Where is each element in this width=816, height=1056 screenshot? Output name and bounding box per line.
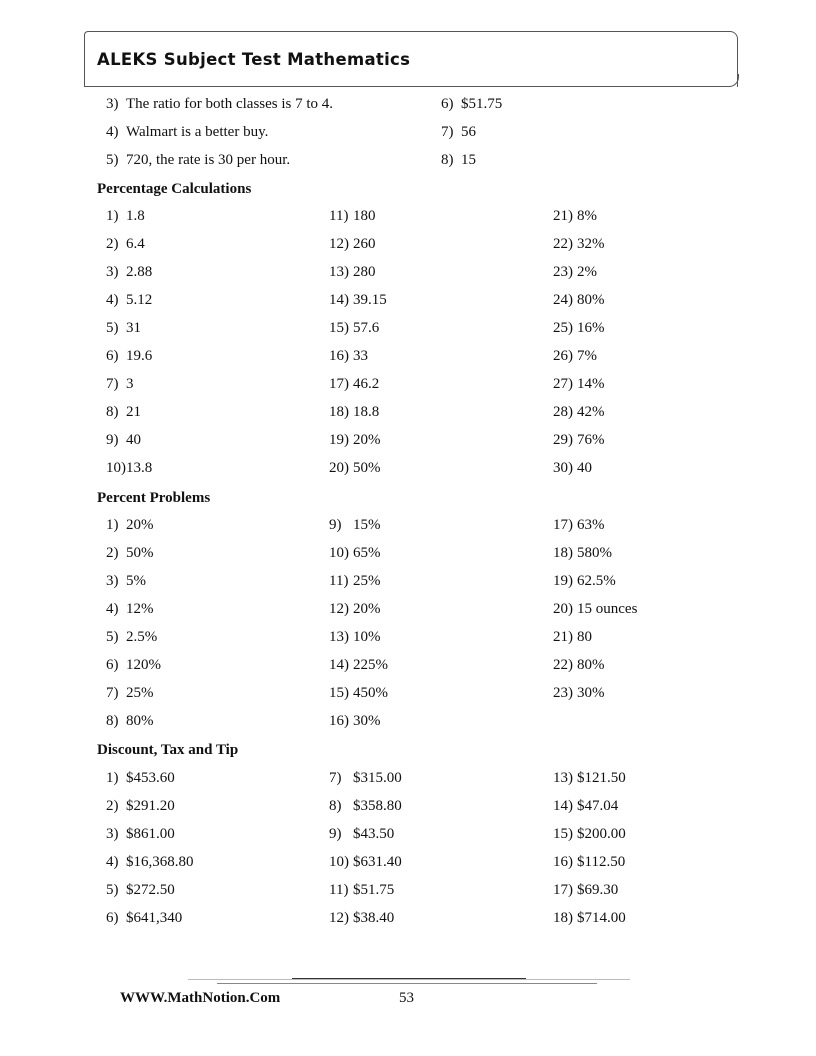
percent-problem-number: 9) bbox=[329, 517, 342, 533]
discount-tax-tip-item bbox=[553, 798, 618, 818]
percentage-calc-number: 13) bbox=[329, 264, 349, 280]
discount-tax-tip-answer: $631.40 bbox=[353, 854, 402, 870]
percentage-calc-answer: 31 bbox=[126, 320, 141, 336]
discount-tax-tip-number: 12) bbox=[329, 910, 349, 926]
percentage-calc-item bbox=[329, 348, 368, 368]
percentage-calc-item bbox=[106, 404, 141, 424]
percent-problem-answer: 25% bbox=[353, 573, 381, 589]
ratio-answer-answer: The ratio for both classes is 7 to 4. bbox=[126, 96, 334, 112]
percentage-calc-item bbox=[553, 208, 597, 228]
percent-problem-answer: 10% bbox=[353, 629, 381, 645]
percent-problem-item bbox=[329, 601, 381, 621]
percent-problem-item bbox=[106, 573, 146, 593]
percentage-calc-number: 5) bbox=[106, 320, 119, 336]
percent-problem-item bbox=[553, 685, 605, 705]
percent-problem-number: 8) bbox=[106, 713, 119, 729]
percent-problem-number: 15) bbox=[329, 685, 349, 701]
discount-tax-tip-answer: $112.50 bbox=[577, 854, 626, 870]
percentage-calc-answer: 80% bbox=[577, 292, 605, 308]
percentage-calc-answer: 5.12 bbox=[126, 292, 153, 308]
percentage-calc-item bbox=[553, 460, 592, 480]
discount-tax-tip-answer: $291.20 bbox=[126, 798, 175, 814]
discount-tax-tip-number: 6) bbox=[106, 910, 119, 926]
percentage-calc-number: 16) bbox=[329, 348, 349, 364]
percent-problem-answer: 580% bbox=[577, 545, 612, 561]
ratio-answer-number: 5) bbox=[106, 152, 119, 168]
page-title: ALEKS Subject Test Mathematics bbox=[97, 50, 411, 69]
ratio-answer-answer: 720, the rate is 30 per hour. bbox=[126, 152, 291, 168]
ratio-answer-number: 8) bbox=[441, 152, 454, 168]
percentage-calc-item bbox=[329, 460, 381, 480]
percentage-calc-answer: 20% bbox=[353, 432, 381, 448]
percentage-calc-number: 28) bbox=[553, 404, 573, 420]
discount-tax-tip-answer: $121.50 bbox=[577, 770, 626, 786]
discount-tax-tip-answer: $69.30 bbox=[577, 882, 619, 898]
discount-tax-tip-number: 15) bbox=[553, 826, 573, 842]
percentage-calc-item bbox=[553, 236, 605, 256]
discount-tax-tip-number: 2) bbox=[106, 798, 119, 814]
percent-problem-answer: 30% bbox=[577, 685, 605, 701]
percent-problem-answer: 12% bbox=[126, 601, 154, 617]
ratio-answer-item bbox=[106, 96, 333, 116]
header-underline bbox=[84, 86, 728, 87]
percent-problem-number: 2) bbox=[106, 545, 119, 561]
percentage-calc-number: 29) bbox=[553, 432, 573, 448]
percent-problem-number: 13) bbox=[329, 629, 349, 645]
percent-problem-item bbox=[329, 517, 381, 537]
percentage-calc-number: 7) bbox=[106, 376, 119, 392]
discount-tax-tip-item bbox=[329, 854, 402, 874]
percentage-calc-number: 24) bbox=[553, 292, 573, 308]
percentage-calc-number: 26) bbox=[553, 348, 573, 364]
page-number: 53 bbox=[399, 990, 414, 1006]
percentage-calc-number: 22) bbox=[553, 236, 573, 252]
percentage-calc-answer: 57.6 bbox=[353, 320, 380, 336]
discount-tax-tip-item bbox=[106, 798, 175, 818]
percent-problem-item bbox=[329, 685, 388, 705]
discount-tax-tip-item bbox=[553, 882, 618, 902]
discount-tax-tip-item bbox=[106, 826, 175, 846]
percentage-calc-item bbox=[106, 264, 152, 284]
discount-tax-tip-answer: $43.50 bbox=[353, 826, 395, 842]
percent-problem-answer: 120% bbox=[126, 657, 161, 673]
discount-tax-tip-item bbox=[329, 770, 402, 790]
discount-tax-tip-answer: $358.80 bbox=[353, 798, 402, 814]
percentage-calc-answer: 39.15 bbox=[353, 292, 387, 308]
percent-problem-item bbox=[553, 545, 612, 565]
discount-tax-tip-item bbox=[106, 854, 194, 874]
discount-tax-tip-number: 3) bbox=[106, 826, 119, 842]
ratio-answer-item bbox=[106, 152, 290, 172]
percent-problem-item bbox=[553, 629, 592, 649]
percentage-calc-item bbox=[329, 432, 381, 452]
percentage-calc-number: 23) bbox=[553, 264, 573, 280]
percentage-calc-number: 6) bbox=[106, 348, 119, 364]
percentage-calc-answer: 42% bbox=[577, 404, 605, 420]
percent-problem-answer: 20% bbox=[126, 517, 154, 533]
percent-problem-number: 21) bbox=[553, 629, 573, 645]
percentage-calc-number: 30) bbox=[553, 460, 573, 476]
percent-problem-answer: 225% bbox=[353, 657, 388, 673]
percentage-calc-number: 8) bbox=[106, 404, 119, 420]
percent-problem-number: 14) bbox=[329, 657, 349, 673]
discount-tax-tip-item bbox=[106, 882, 175, 902]
percent-problem-item bbox=[106, 685, 154, 705]
percentage-calc-answer: 32% bbox=[577, 236, 605, 252]
percentage-calc-answer: 16% bbox=[577, 320, 605, 336]
percentage-calc-answer: 50% bbox=[353, 460, 381, 476]
percentage-calc-item bbox=[329, 320, 379, 340]
percent-problem-number: 12) bbox=[329, 601, 349, 617]
percent-problem-item bbox=[106, 629, 157, 649]
percentage-calc-answer: 40 bbox=[577, 460, 592, 476]
percent-problem-item bbox=[329, 657, 388, 677]
footer-website: WWW.MathNotion.Com bbox=[120, 990, 281, 1006]
percentage-calc-answer: 40 bbox=[126, 432, 141, 448]
percent-problem-item bbox=[553, 657, 605, 677]
percentage-calc-item bbox=[553, 320, 605, 340]
percentage-calc-item bbox=[106, 236, 145, 256]
discount-tax-tip-answer: $38.40 bbox=[353, 910, 395, 926]
discount-tax-tip-number: 18) bbox=[553, 910, 573, 926]
percentage-calc-answer: 46.2 bbox=[353, 376, 380, 392]
section-title-percentage-calculations: Percentage Calculations bbox=[97, 181, 252, 197]
ratio-answer-item bbox=[441, 152, 476, 172]
ratio-answer-answer: 56 bbox=[461, 124, 476, 140]
percentage-calc-item bbox=[553, 292, 605, 312]
percentage-calc-number: 27) bbox=[553, 376, 573, 392]
percentage-calc-item bbox=[329, 376, 379, 396]
percent-problem-answer: 450% bbox=[353, 685, 388, 701]
ratio-answer-item bbox=[441, 124, 476, 144]
percent-problem-number: 5) bbox=[106, 629, 119, 645]
discount-tax-tip-number: 10) bbox=[329, 854, 349, 870]
percentage-calc-number: 25) bbox=[553, 320, 573, 336]
discount-tax-tip-number: 1) bbox=[106, 770, 119, 786]
percent-problem-item bbox=[553, 573, 616, 593]
percentage-calc-answer: 2.88 bbox=[126, 264, 153, 280]
discount-tax-tip-answer: $453.60 bbox=[126, 770, 175, 786]
percentage-calc-item bbox=[553, 376, 605, 396]
percentage-calc-item bbox=[329, 208, 376, 228]
percent-problem-item bbox=[329, 545, 381, 565]
discount-tax-tip-number: 7) bbox=[329, 770, 342, 786]
percentage-calc-number: 1) bbox=[106, 208, 119, 224]
ratio-answer-number: 3) bbox=[106, 96, 119, 112]
discount-tax-tip-item bbox=[329, 910, 394, 930]
percent-problem-answer: 30% bbox=[353, 713, 381, 729]
percent-problem-number: 19) bbox=[553, 573, 573, 589]
ratio-answer-number: 7) bbox=[441, 124, 454, 140]
percentage-calc-item bbox=[106, 348, 152, 368]
percent-problem-answer: 15% bbox=[353, 517, 381, 533]
percentage-calc-item bbox=[329, 236, 376, 256]
percent-problem-number: 7) bbox=[106, 685, 119, 701]
percentage-calc-number: 21) bbox=[553, 208, 573, 224]
percentage-calc-item bbox=[553, 264, 597, 284]
discount-tax-tip-item bbox=[553, 826, 626, 846]
discount-tax-tip-item bbox=[106, 910, 182, 930]
percentage-calc-answer: 1.8 bbox=[126, 208, 145, 224]
percent-problem-answer: 65% bbox=[353, 545, 381, 561]
percentage-calc-number: 3) bbox=[106, 264, 119, 280]
percentage-calc-number: 4) bbox=[106, 292, 119, 308]
percent-problem-answer: 2.5% bbox=[126, 629, 158, 645]
section-title-percent-problems: Percent Problems bbox=[97, 490, 211, 506]
discount-tax-tip-answer: $861.00 bbox=[126, 826, 175, 842]
percent-problem-answer: 5% bbox=[126, 573, 146, 589]
percentage-calc-number: 2) bbox=[106, 236, 119, 252]
percentage-calc-answer: 13.8 bbox=[126, 460, 153, 476]
percentage-calc-number: 19) bbox=[329, 432, 349, 448]
percentage-calc-number: 11) bbox=[329, 208, 349, 224]
ratio-answer-answer: $51.75 bbox=[461, 96, 503, 112]
discount-tax-tip-answer: $315.00 bbox=[353, 770, 402, 786]
percentage-calc-answer: 260 bbox=[353, 236, 376, 252]
percentage-calc-item bbox=[329, 404, 379, 424]
discount-tax-tip-item bbox=[553, 854, 625, 874]
discount-tax-tip-item bbox=[553, 770, 626, 790]
percent-problem-answer: 62.5% bbox=[577, 573, 616, 589]
ratio-answer-item bbox=[441, 96, 502, 116]
ratio-answer-answer: Walmart is a better buy. bbox=[126, 124, 269, 140]
discount-tax-tip-number: 13) bbox=[553, 770, 573, 786]
percent-problem-item bbox=[329, 713, 381, 733]
footer-rule bbox=[188, 979, 630, 980]
discount-tax-tip-number: 8) bbox=[329, 798, 342, 814]
discount-tax-tip-answer: $47.04 bbox=[577, 798, 619, 814]
discount-tax-tip-number: 5) bbox=[106, 882, 119, 898]
percentage-calc-number: 14) bbox=[329, 292, 349, 308]
percent-problem-number: 22) bbox=[553, 657, 573, 673]
percentage-calc-item bbox=[106, 460, 152, 480]
discount-tax-tip-answer: $272.50 bbox=[126, 882, 175, 898]
percentage-calc-number: 9) bbox=[106, 432, 119, 448]
percent-problem-number: 4) bbox=[106, 601, 119, 617]
percentage-calc-item bbox=[106, 320, 141, 340]
percent-problem-answer: 50% bbox=[126, 545, 154, 561]
ratio-answer-number: 4) bbox=[106, 124, 119, 140]
percentage-calc-item bbox=[329, 264, 376, 284]
percent-problem-answer: 80% bbox=[126, 713, 154, 729]
percentage-calc-number: 12) bbox=[329, 236, 349, 252]
discount-tax-tip-answer: $641,340 bbox=[126, 910, 183, 926]
discount-tax-tip-number: 9) bbox=[329, 826, 342, 842]
percentage-calc-answer: 76% bbox=[577, 432, 605, 448]
percentage-calc-number: 17) bbox=[329, 376, 349, 392]
percent-problem-number: 20) bbox=[553, 601, 573, 617]
percent-problem-item bbox=[106, 657, 161, 677]
percentage-calc-number: 15) bbox=[329, 320, 349, 336]
percentage-calc-answer: 280 bbox=[353, 264, 376, 280]
percent-problem-answer: 63% bbox=[577, 517, 605, 533]
percentage-calc-answer: 8% bbox=[577, 208, 597, 224]
discount-tax-tip-item bbox=[106, 770, 175, 790]
percentage-calc-number: 10) bbox=[106, 460, 126, 476]
percent-problem-number: 16) bbox=[329, 713, 349, 729]
percent-problem-number: 17) bbox=[553, 517, 573, 533]
discount-tax-tip-answer: $16,368.80 bbox=[126, 854, 194, 870]
percent-problem-answer: 25% bbox=[126, 685, 154, 701]
percentage-calc-answer: 14% bbox=[577, 376, 605, 392]
percent-problem-answer: 15 ounces bbox=[577, 601, 638, 617]
section-title-discount-tax-tip: Discount, Tax and Tip bbox=[97, 742, 239, 758]
percentage-calc-answer: 18.8 bbox=[353, 404, 380, 420]
percent-problem-item bbox=[329, 573, 381, 593]
percent-problem-answer: 20% bbox=[353, 601, 381, 617]
percent-problem-item bbox=[553, 601, 637, 621]
percentage-calc-answer: 7% bbox=[577, 348, 597, 364]
percent-problem-item bbox=[329, 629, 381, 649]
percent-problem-number: 11) bbox=[329, 573, 349, 589]
discount-tax-tip-answer: $51.75 bbox=[353, 882, 395, 898]
percent-problem-number: 10) bbox=[329, 545, 349, 561]
discount-tax-tip-item bbox=[329, 882, 394, 902]
percentage-calc-answer: 21 bbox=[126, 404, 141, 420]
discount-tax-tip-number: 11) bbox=[329, 882, 349, 898]
discount-tax-tip-item bbox=[553, 910, 626, 930]
percentage-calc-item bbox=[553, 404, 605, 424]
percent-problem-item bbox=[106, 517, 154, 537]
percentage-calc-answer: 33 bbox=[353, 348, 368, 364]
percentage-calc-item bbox=[106, 376, 134, 396]
percent-problem-item bbox=[106, 545, 154, 565]
discount-tax-tip-number: 14) bbox=[553, 798, 573, 814]
discount-tax-tip-number: 16) bbox=[553, 854, 573, 870]
percentage-calc-item bbox=[553, 348, 597, 368]
discount-tax-tip-item bbox=[329, 798, 402, 818]
percent-problem-number: 3) bbox=[106, 573, 119, 589]
percentage-calc-item bbox=[106, 292, 152, 312]
percentage-calc-answer: 180 bbox=[353, 208, 376, 224]
percentage-calc-item bbox=[106, 432, 141, 452]
ratio-answer-answer: 15 bbox=[461, 152, 476, 168]
percent-problem-item bbox=[106, 601, 154, 621]
footer-rule bbox=[217, 983, 597, 984]
percent-problem-answer: 80% bbox=[577, 657, 605, 673]
discount-tax-tip-answer: $200.00 bbox=[577, 826, 626, 842]
percent-problem-number: 18) bbox=[553, 545, 573, 561]
discount-tax-tip-number: 4) bbox=[106, 854, 119, 870]
percent-problem-item bbox=[106, 713, 154, 733]
percent-problem-item bbox=[553, 517, 605, 537]
percentage-calc-number: 18) bbox=[329, 404, 349, 420]
percentage-calc-item bbox=[329, 292, 387, 312]
ratio-answer-number: 6) bbox=[441, 96, 454, 112]
percent-problem-number: 1) bbox=[106, 517, 119, 533]
percentage-calc-number: 20) bbox=[329, 460, 349, 476]
discount-tax-tip-answer: $714.00 bbox=[577, 910, 626, 926]
percent-problem-number: 23) bbox=[553, 685, 573, 701]
discount-tax-tip-number: 17) bbox=[553, 882, 573, 898]
percentage-calc-answer: 19.6 bbox=[126, 348, 153, 364]
percentage-calc-item bbox=[553, 432, 605, 452]
percent-problem-number: 6) bbox=[106, 657, 119, 673]
percentage-calc-answer: 2% bbox=[577, 264, 597, 280]
percentage-calc-answer: 6.4 bbox=[126, 236, 145, 252]
footer-rule bbox=[292, 978, 526, 979]
percentage-calc-item bbox=[106, 208, 145, 228]
ratio-answer-item bbox=[106, 124, 268, 144]
percentage-calc-answer: 3 bbox=[126, 376, 134, 392]
percent-problem-answer: 80 bbox=[577, 629, 592, 645]
discount-tax-tip-item bbox=[329, 826, 394, 846]
